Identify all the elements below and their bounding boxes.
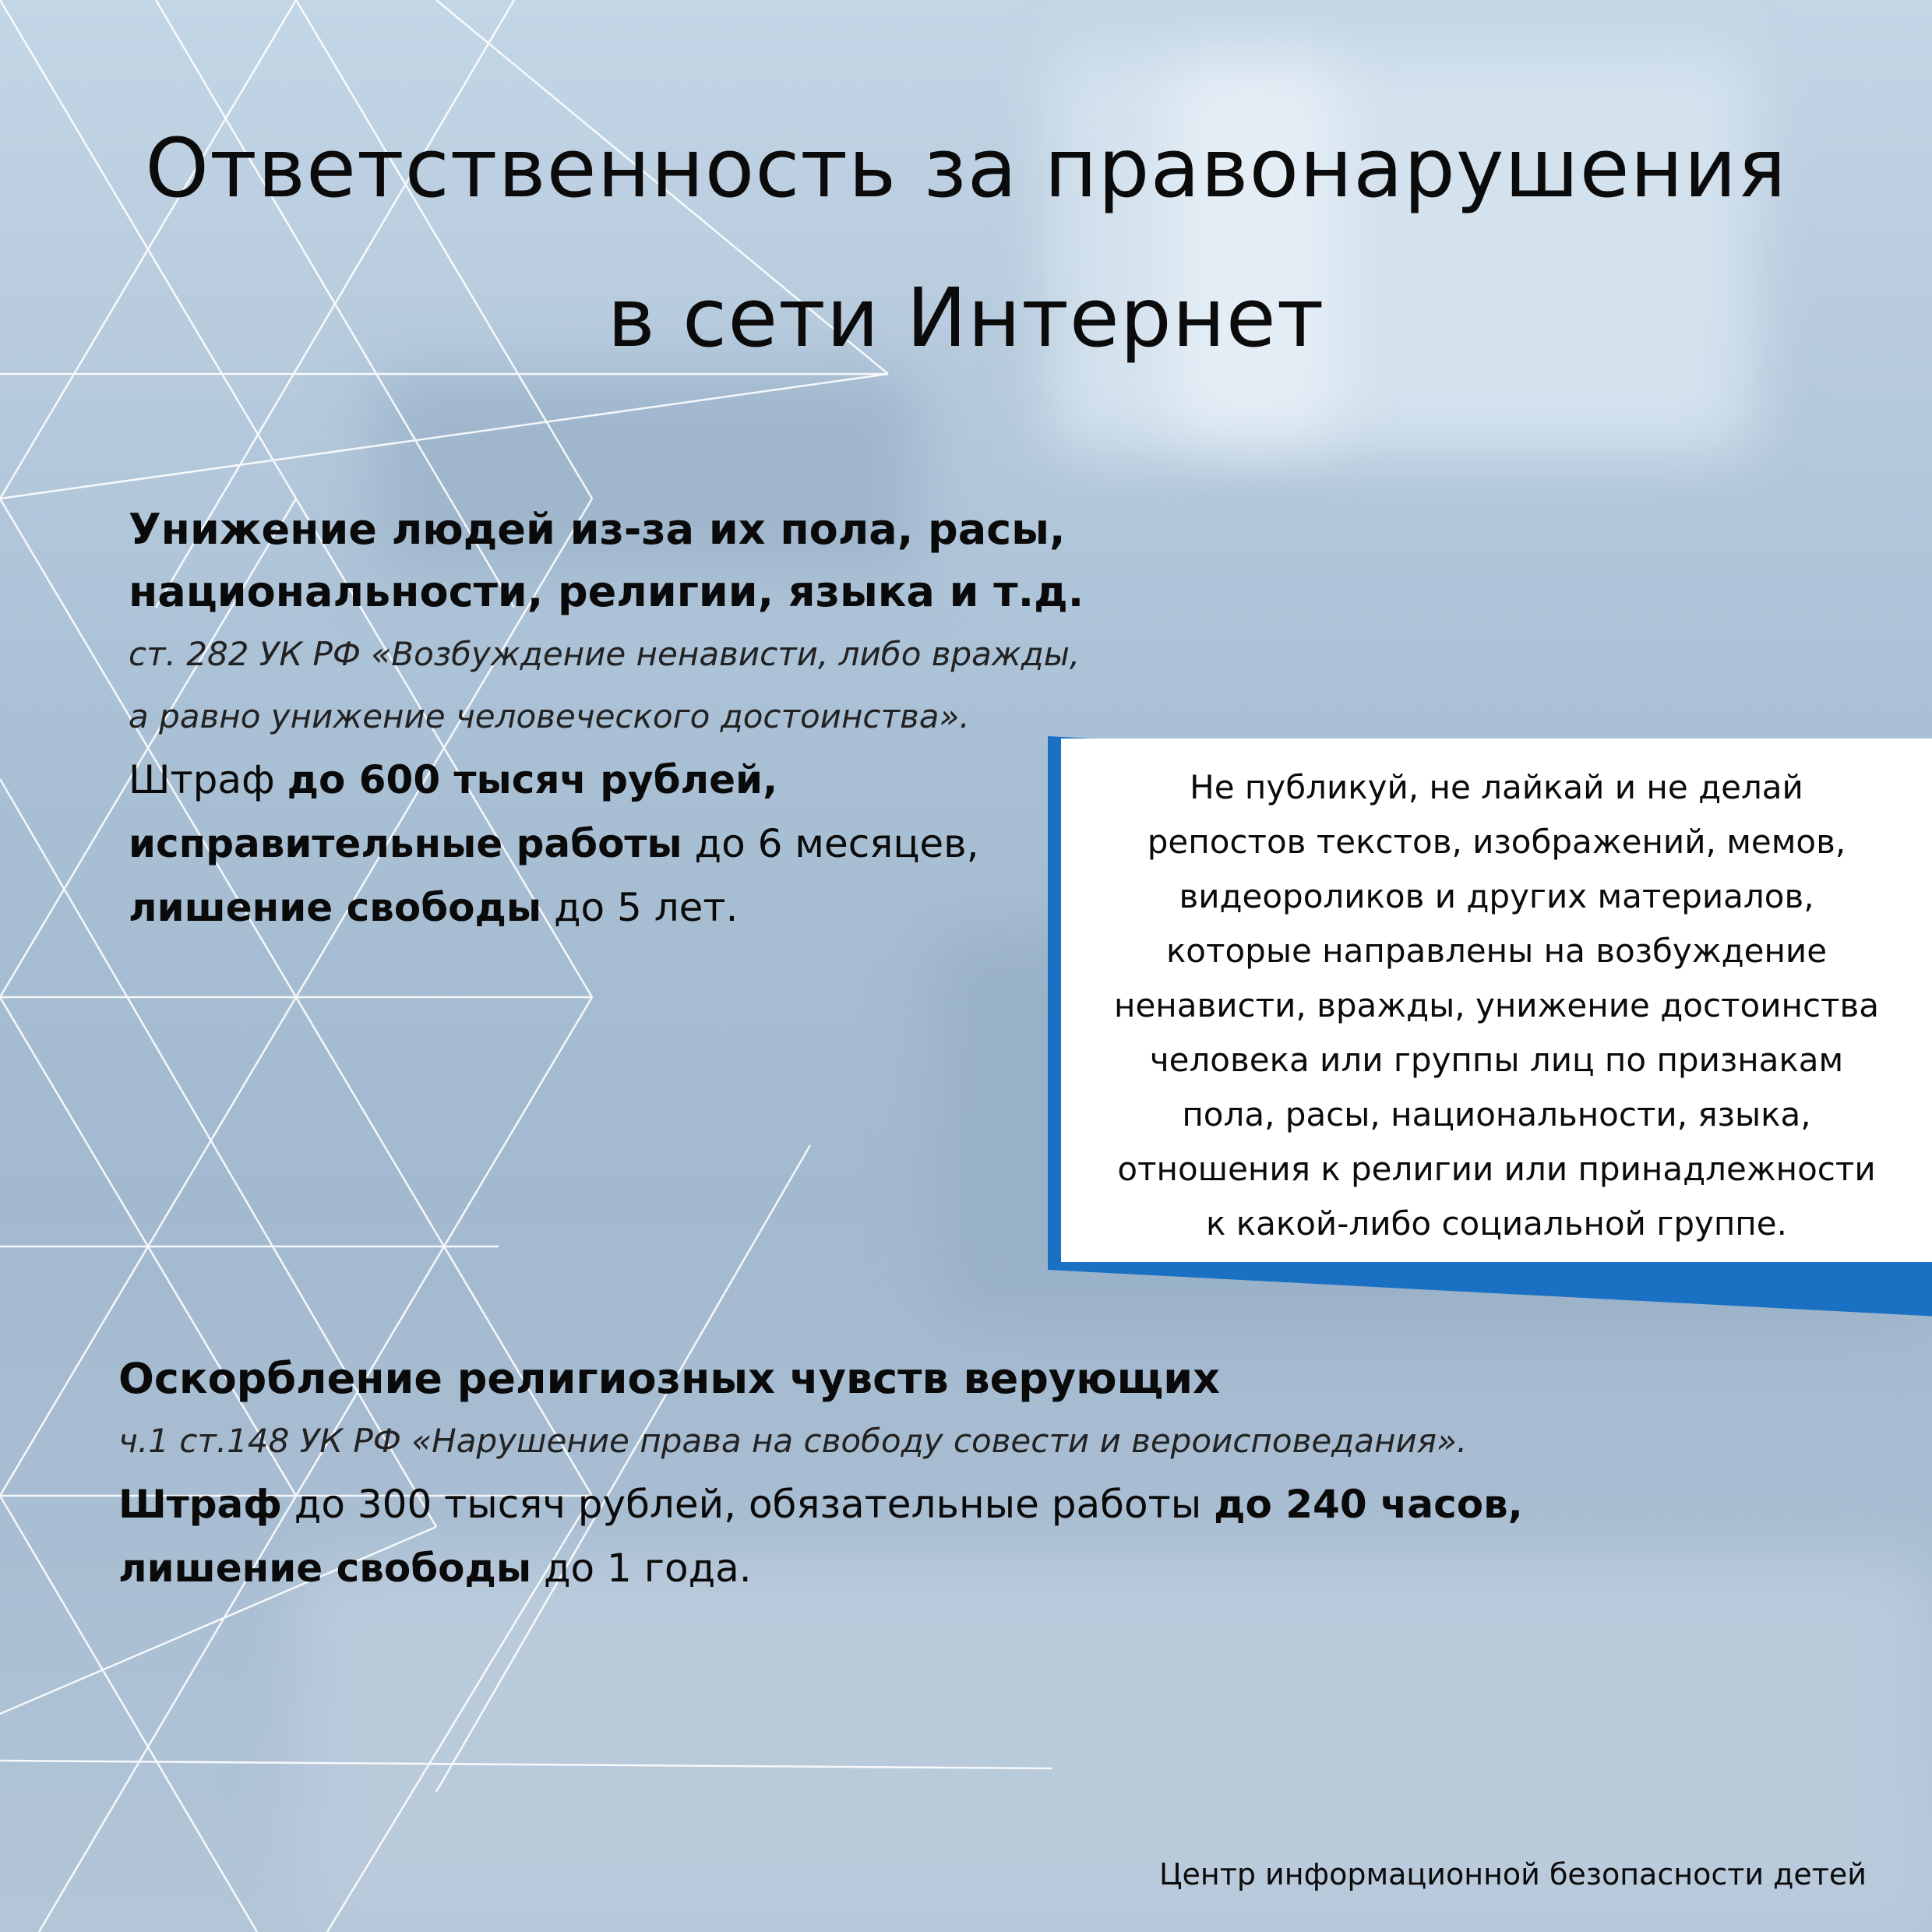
penalty-fine: [118, 1472, 1754, 1536]
penalty-correctional-work: [129, 812, 1141, 876]
notice-line: видеороликов и других материалов,: [1179, 877, 1814, 915]
section-heading-line-2: национальности, религии, языка и т.д.: [129, 567, 1084, 616]
penalty-imprisonment-term: до 5 лет.: [541, 885, 739, 930]
section-heading-line-1: Унижение людей из-за их пола, расы,: [129, 505, 1066, 554]
page-title-line-1: Ответственность за правонарушения: [145, 121, 1787, 216]
pattern-line: [0, 374, 888, 499]
penalty-fine-label: Штраф: [129, 757, 287, 802]
notice-line: человека или группы лиц по признакам: [1149, 1041, 1844, 1079]
notice-line: которые направлены на возбуждение: [1165, 932, 1828, 970]
notice-line: к какой-либо социальной группе.: [1206, 1204, 1787, 1243]
penalty-imprisonment-term: до 1 года.: [531, 1546, 752, 1591]
notice-card: [1061, 739, 1932, 1262]
footer-credit: Центр информационной безопасности детей: [1159, 1857, 1867, 1891]
penalty-fine-label: Штраф: [118, 1482, 282, 1527]
law-reference-line-1: ст. 282 УК РФ «Возбуждение ненависти, либо вражды,: [129, 635, 1081, 673]
penalty-imprisonment: [129, 876, 1141, 940]
penalty-fine: [129, 748, 1141, 812]
penalty-correctional-term: до 6 месяцев,: [682, 821, 979, 866]
penalty-imprisonment: [118, 1536, 1754, 1600]
penalty-fine-amount: до 600 тысяч рублей,: [287, 757, 778, 802]
page-title: [0, 93, 1932, 393]
section-religious-feelings: [118, 1348, 1754, 1600]
penalty-imprisonment-label: лишение свободы: [129, 885, 542, 930]
section-discrimination: [129, 499, 1141, 940]
penalty-correctional-label: исправительные работы: [129, 821, 682, 866]
notice-line: Не публикуй, не лайкай и не делай: [1190, 768, 1803, 806]
section-heading: Оскорбление религиозных чувств верующих: [118, 1354, 1220, 1403]
notice-line: ненависти, вражды, унижение достоинства: [1113, 986, 1880, 1024]
penalty-mandatory-work-term: до 240 часов,: [1214, 1482, 1523, 1527]
penalty-imprisonment-label: лишение свободы: [118, 1546, 532, 1591]
penalty-fine-text: до 300 тысяч рублей, обязательные работы: [281, 1482, 1215, 1527]
notice-line: отношения к религии или принадлежности: [1117, 1150, 1876, 1188]
page-title-line-2: в сети Интернет: [607, 270, 1325, 365]
notice-line: пола, расы, национальности, языка,: [1182, 1095, 1811, 1133]
notice-line: репостов текстов, изображений, мемов,: [1147, 823, 1846, 861]
law-reference: ч.1 ст.148 УК РФ «Нарушение права на свободу совести и вероисповедания».: [118, 1422, 1468, 1460]
law-reference-line-2: а равно унижение человеческого достоинства».: [129, 697, 970, 735]
